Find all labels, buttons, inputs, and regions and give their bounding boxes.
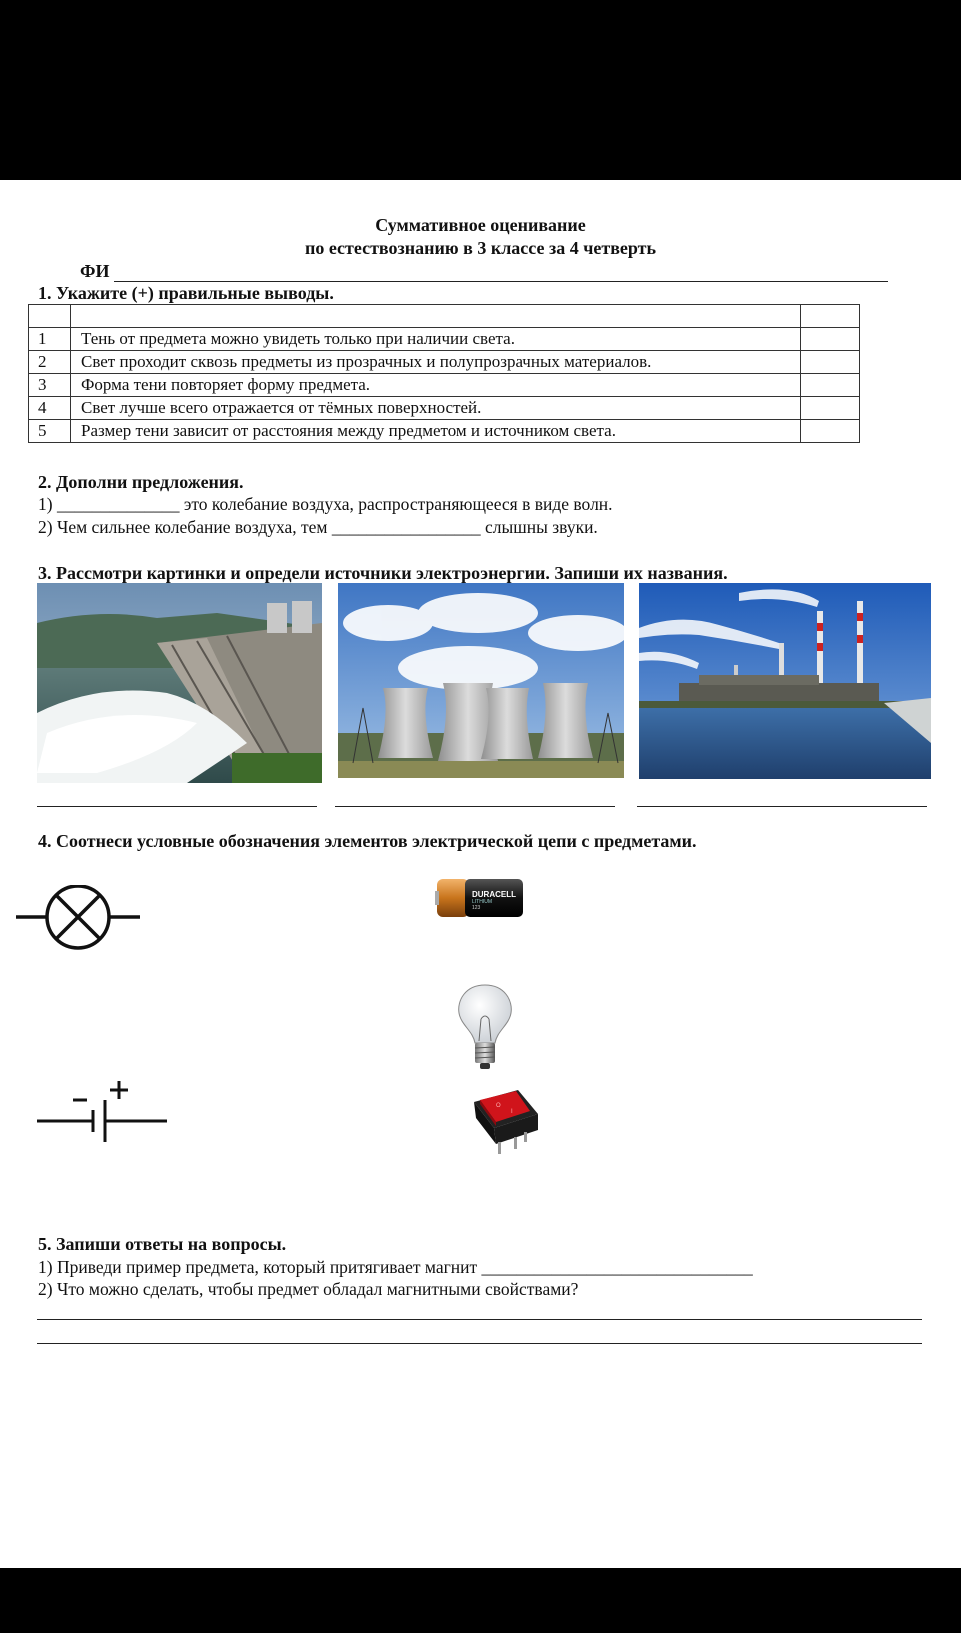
q2-sentence-1[interactable]: 1) ______________ это колебание воздуха, распространяющееся в виде волн. (38, 494, 613, 514)
answer-line-2[interactable] (335, 806, 615, 807)
answer-cell[interactable] (801, 397, 860, 420)
row-number: 4 (29, 397, 71, 420)
thermal-plant-photo (639, 583, 931, 779)
answer-line-4[interactable] (37, 1319, 922, 1320)
row-number: 3 (29, 374, 71, 397)
q5-question-1[interactable]: 1) Приведи пример предмета, который притягивает магнит _______________________________ (38, 1257, 753, 1277)
table-row (29, 397, 860, 420)
q1-table (28, 304, 860, 443)
row-number: 2 (29, 351, 71, 374)
row-statement: Свет проходит сквозь предметы из прозрачных и полупрозрачных материалов. (71, 351, 801, 374)
row-number: 1 (29, 328, 71, 351)
answer-cell[interactable] (801, 351, 860, 374)
title-line-1: Суммативное оценивание (375, 215, 586, 235)
answer-line-5[interactable] (37, 1343, 922, 1344)
name-label: ФИ (80, 261, 110, 281)
table-header-row (29, 305, 860, 328)
row-statement: Свет лучше всего отражается от тёмных поверхностей. (71, 397, 801, 420)
row-statement: Размер тени зависит от расстояния между предметом и источником света. (71, 420, 801, 443)
answer-cell[interactable] (801, 420, 860, 443)
battery-photo[interactable] (435, 873, 527, 923)
battery-model: 123 (472, 905, 481, 911)
q3-heading: 3. Рассмотри картинки и определи источники электроэнергии. Запиши их названия. (38, 563, 728, 583)
name-line[interactable] (114, 281, 888, 282)
table-row (29, 328, 860, 351)
answer-line-1[interactable] (37, 806, 317, 807)
answer-cell[interactable] (801, 328, 860, 351)
title-line-2: по естествознанию в 3 классе за 4 четверть (304, 238, 657, 258)
row-statement: Тень от предмета можно увидеть только при наличии света. (71, 328, 801, 351)
q5-question-2: 2) Что можно сделать, чтобы предмет обладал магнитными свойствами? (38, 1279, 579, 1299)
hydro-dam-photo (37, 583, 322, 783)
svg-text:I: I (511, 1109, 513, 1115)
table-row (29, 351, 860, 374)
q2-sentence-2[interactable]: 2) Чем сильнее колебание воздуха, тем _________________ слышны звуки. (38, 517, 598, 537)
q4-heading: 4. Соотнеси условные обозначения элементов электрической цепи с предметами. (38, 831, 697, 851)
table-row (29, 374, 860, 397)
q1-heading: 1. Укажите (+) правильные выводы. (38, 283, 334, 303)
q2-heading: 2. Дополни предложения. (38, 472, 244, 492)
svg-text:O: O (496, 1103, 501, 1109)
worksheet-page (0, 180, 961, 1568)
nuclear-plant-photo (338, 583, 624, 778)
light-bulb-photo[interactable] (455, 983, 515, 1071)
q5-heading: 5. Запиши ответы на вопросы. (38, 1234, 287, 1254)
answer-line-3[interactable] (637, 806, 927, 807)
battery-brand: DURACELL (472, 890, 516, 899)
row-number: 5 (29, 420, 71, 443)
row-statement: Форма тени повторяет форму предмета. (71, 374, 801, 397)
lamp-symbol-icon[interactable] (16, 885, 140, 950)
answer-cell[interactable] (801, 374, 860, 397)
table-row (29, 420, 860, 443)
battery-sub: LITHIUM (472, 899, 492, 905)
switch-photo[interactable] (468, 1080, 542, 1160)
battery-symbol-icon[interactable] (37, 1080, 167, 1145)
